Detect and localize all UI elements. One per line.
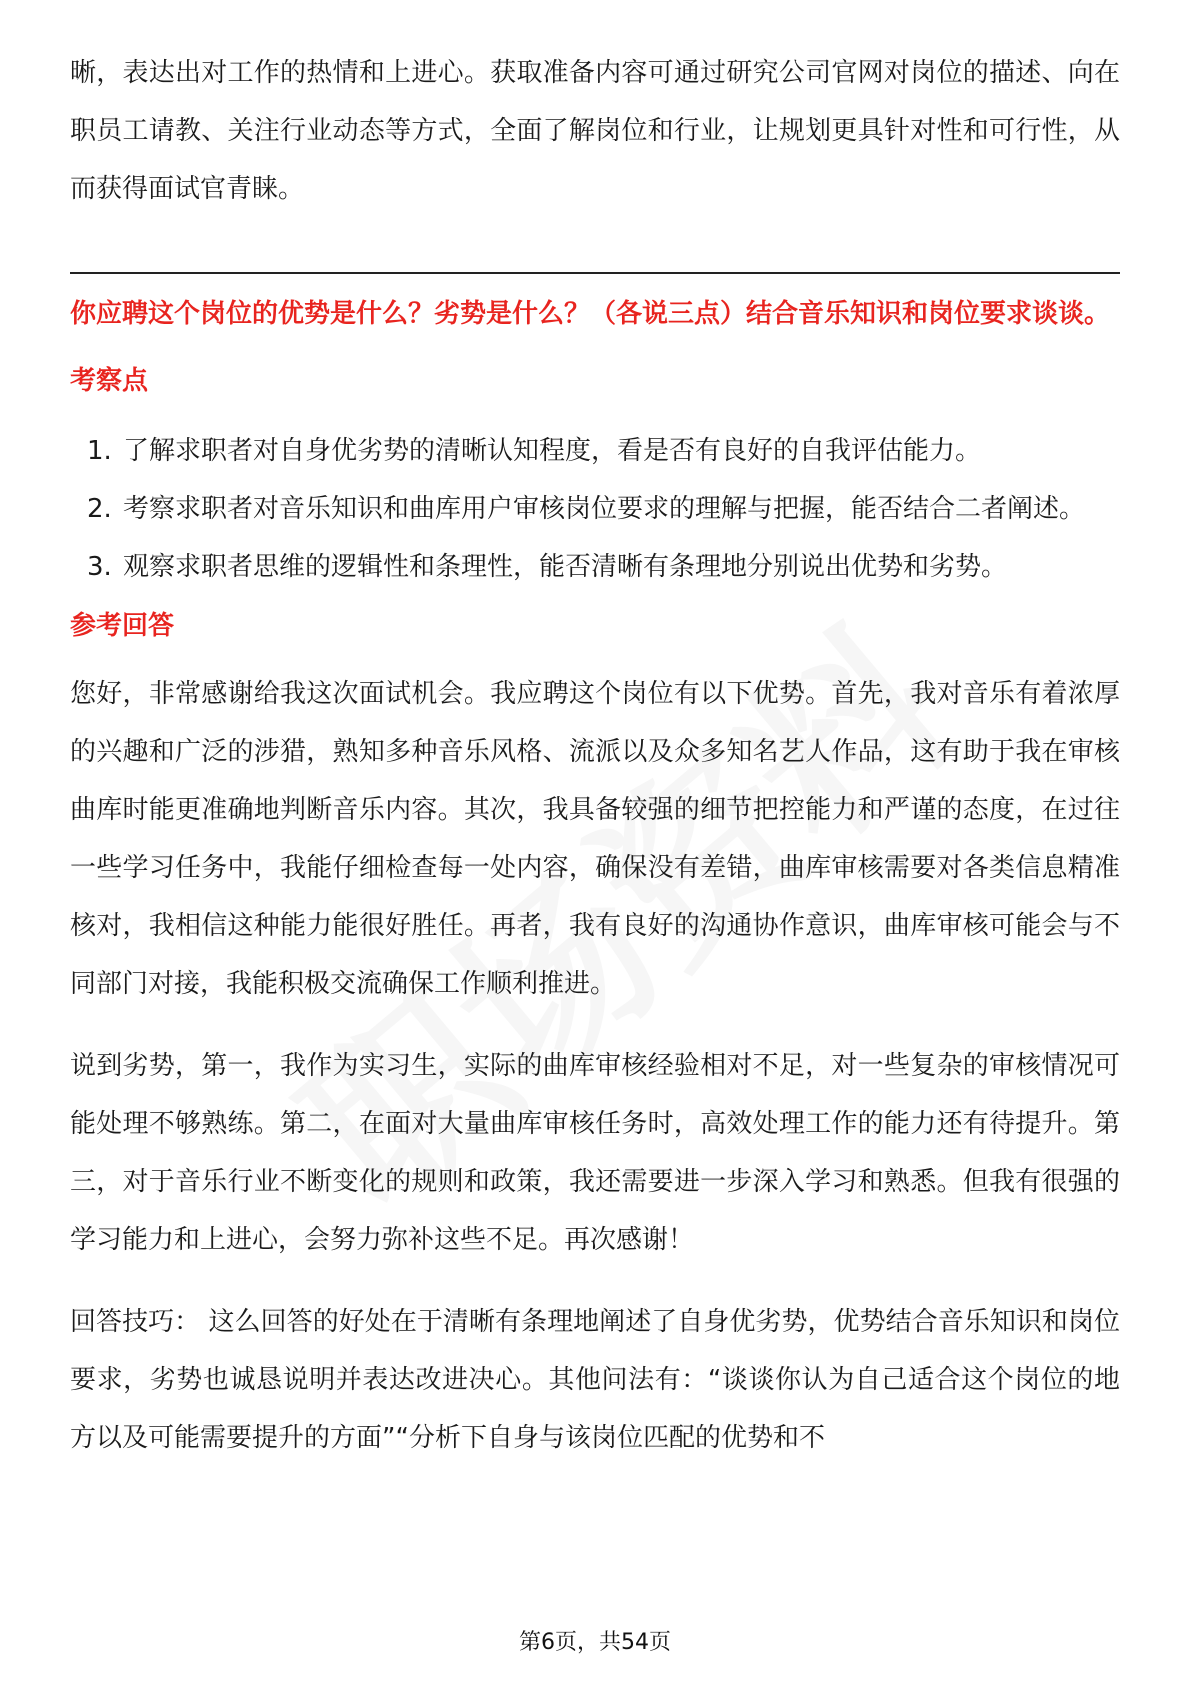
list-item-text: 考察求职者对音乐知识和曲库用户审核岗位要求的理解与把握，能否结合二者阐述。 xyxy=(123,494,1086,524)
answer-heading: 参考回答 xyxy=(70,611,175,641)
list-item-number: 3. xyxy=(87,552,112,582)
examination-heading: 考察点 xyxy=(70,366,149,396)
intro-paragraph: 晰，表达出对工作的热情和上进心。获取准备内容可通过研究公司官网对岗位的描述、向在职员工请教、关注行业动态等方式，全面了解岗位和行业，让规划更具针对性和可行性，从而获得面试官青睐。 xyxy=(70,58,1120,204)
page-number-footer: 第6页，共54页 xyxy=(519,1630,671,1655)
answer-paragraph-weaknesses: 说到劣势，第一，我作为实习生，实际的曲库审核经验相对不足，对一些复杂的审核情况可能处理不够熟练。第二，在面对大量曲库审核任务时，高效处理工作的能力还有待提升。第三，对于音乐行业不断变化的规则和政策，我还需要进一步深入学习和熟悉。但我有很强的学习能力和上进心，会努力弥补这些不足。再次感谢！ xyxy=(70,1051,1120,1255)
question-title: 你应聘这个岗位的优势是什么？劣势是什么？（各说三点）结合音乐知识和岗位要求谈谈。 xyxy=(70,299,1111,329)
document-page xyxy=(70,44,1120,1467)
list-item-text: 观察求职者思维的逻辑性和条理性，能否清晰有条理地分别说出优势和劣势。 xyxy=(123,552,1008,582)
list-item xyxy=(70,422,1120,480)
list-item-number: 2. xyxy=(87,494,112,524)
list-item-text: 了解求职者对自身优劣势的清晰认知程度，看是否有良好的自我评估能力。 xyxy=(123,436,982,466)
section-divider xyxy=(70,272,1120,274)
list-item xyxy=(70,538,1120,596)
answer-paragraph-strengths: 您好，非常感谢给我这次面试机会。我应聘这个岗位有以下优势。首先，我对音乐有着浓厚的兴趣和广泛的涉猎，熟知多种音乐风格、流派以及众多知名艺人作品，这有助于我在审核曲库时能更准确地判断音乐内容。其次，我具备较强的细节把控能力和严谨的态度，在过往一些学习任务中，我能仔细检查每一处内容，确保没有差错，曲库审核需要对各类信息精准核对，我相信这种能力能很好胜任。再者，我有良好的沟通协作意识，曲库审核可能会与不同部门对接，我能积极交流确保工作顺利推进。 xyxy=(70,679,1120,999)
examination-list xyxy=(70,422,1120,596)
list-item xyxy=(70,480,1120,538)
list-item-number: 1. xyxy=(87,436,112,466)
answer-tips: 回答技巧： 这么回答的好处在于清晰有条理地阐述了自身优劣势，优势结合音乐知识和岗位要求，劣势也诚恳说明并表达改进决心。其他问法有：“谈谈你认为自己适合这个岗位的地方以及可能需要提升的方面”“分析下自身与该岗位匹配的优势和不 xyxy=(70,1307,1120,1453)
